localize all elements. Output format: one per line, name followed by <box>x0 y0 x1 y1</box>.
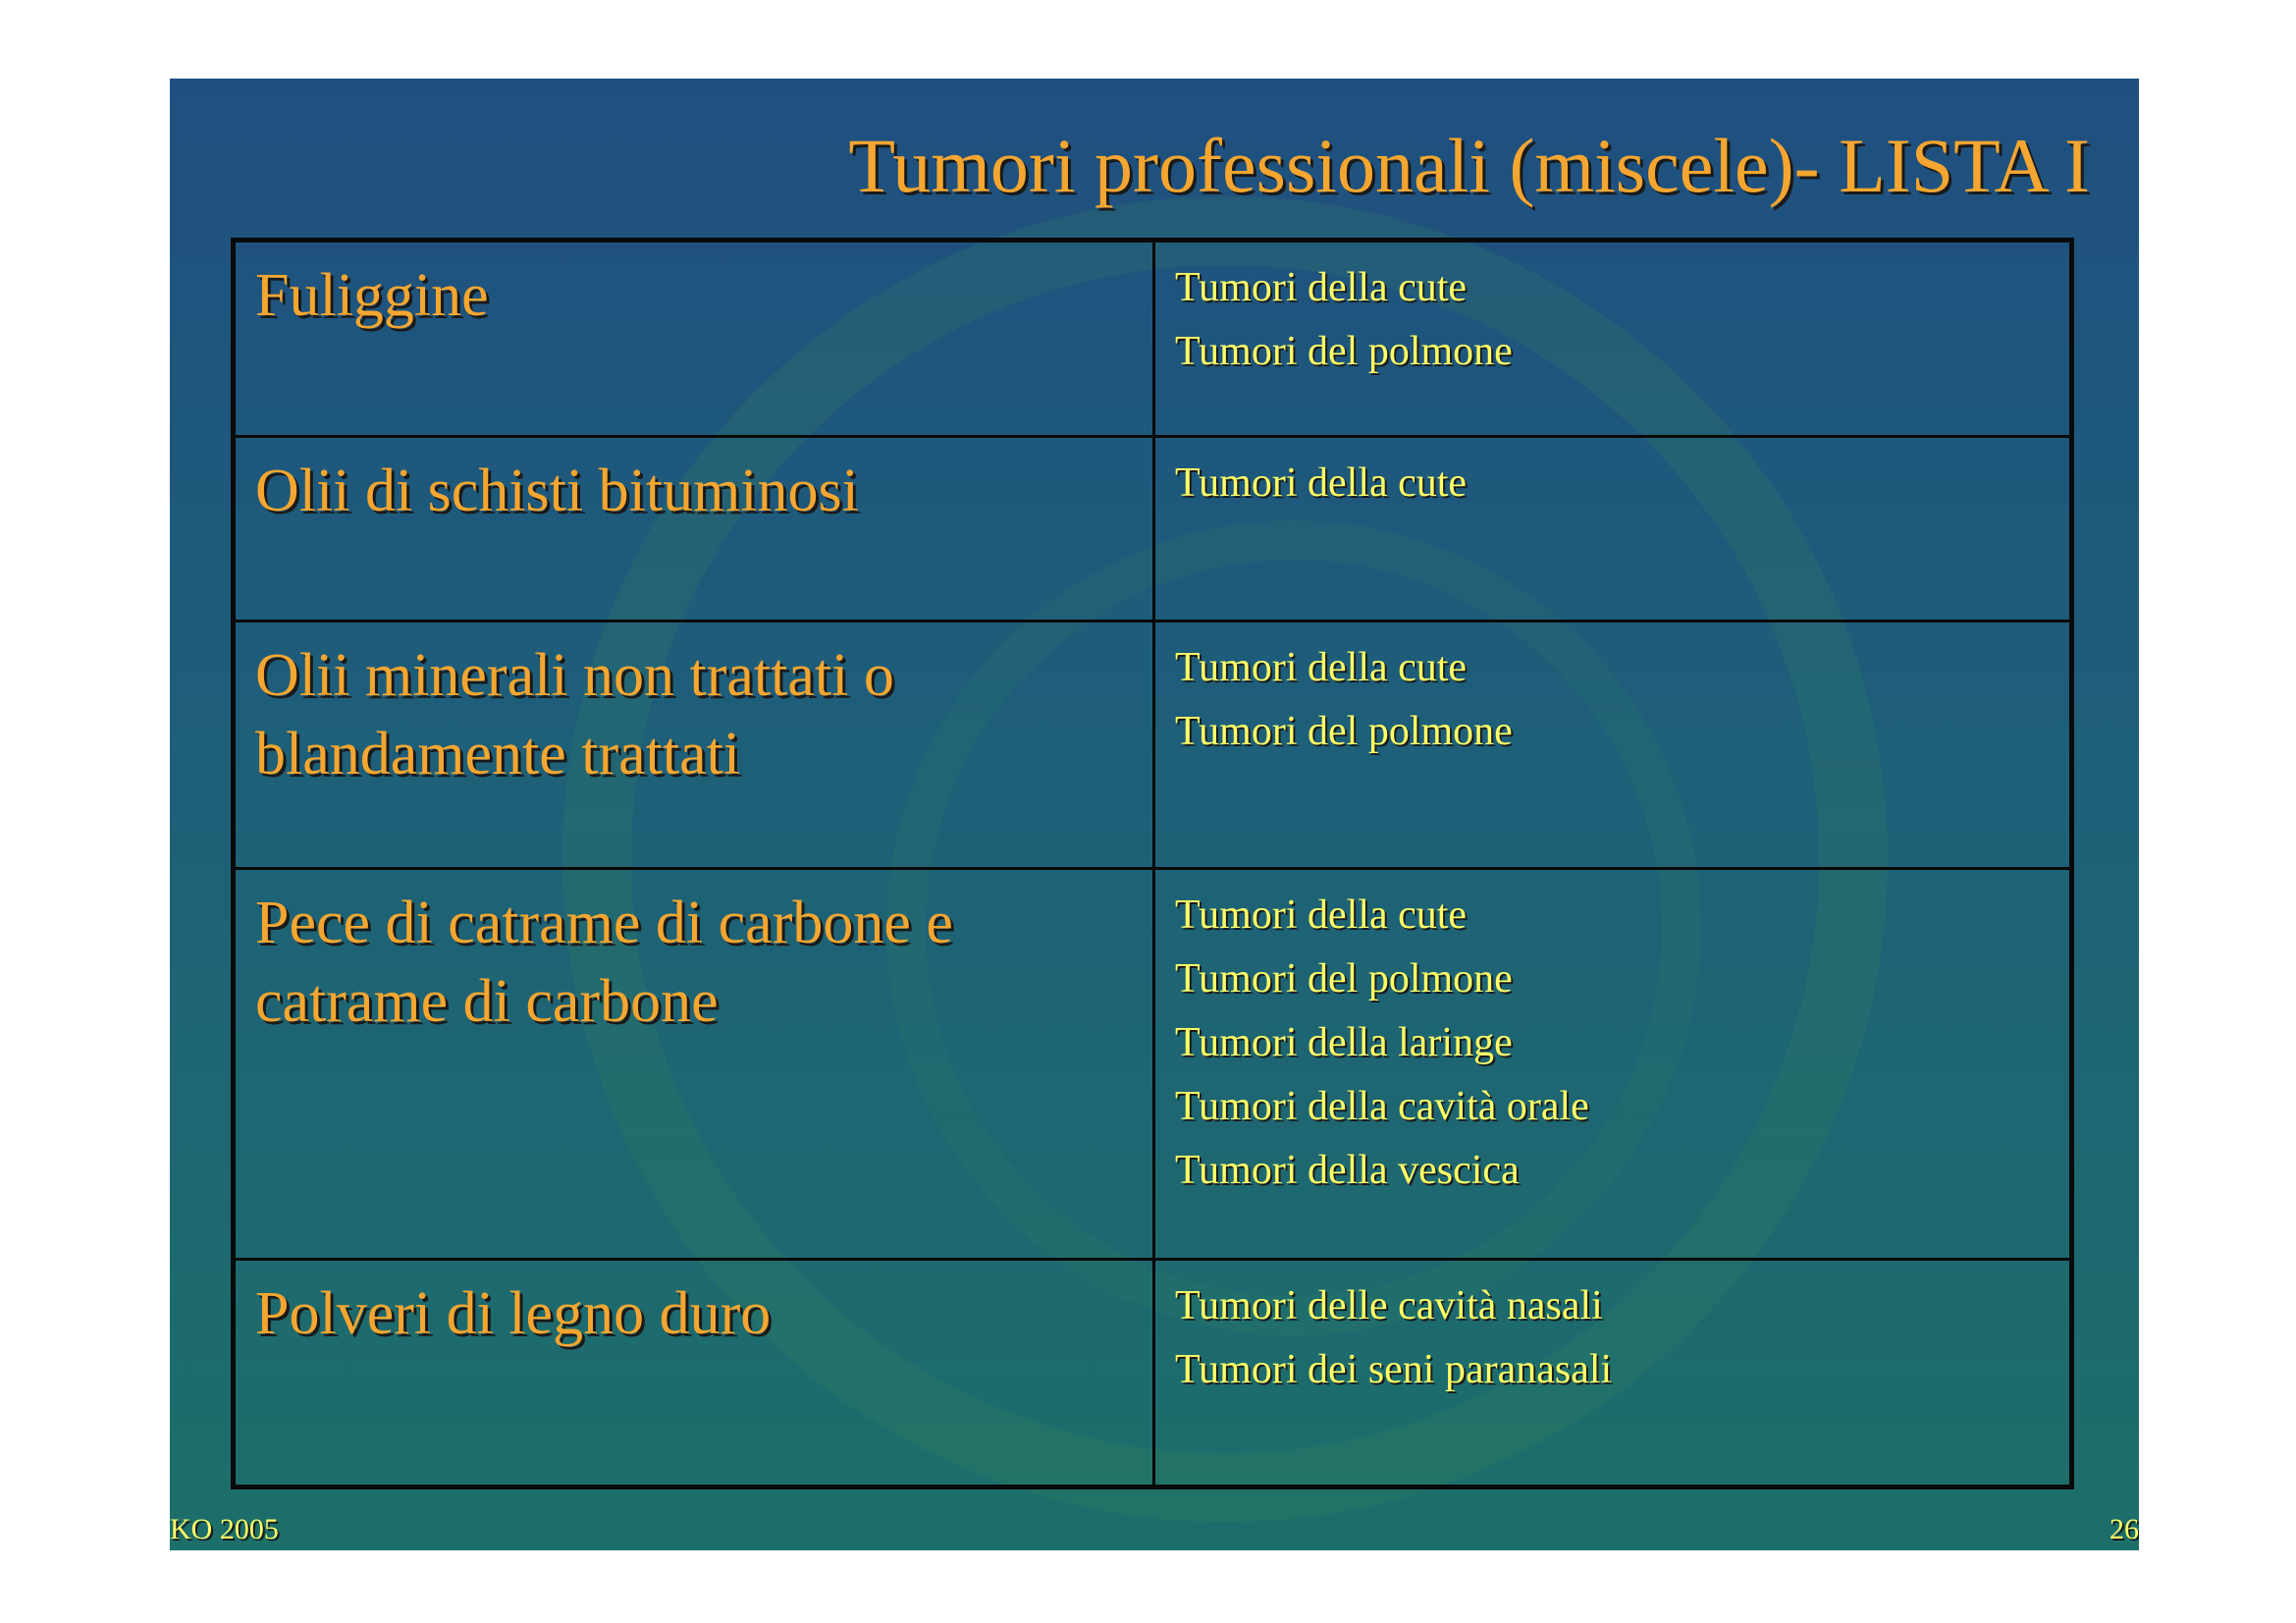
substance-name: Fuliggine <box>255 262 489 329</box>
substance-name: Pece di catrame di carbone e catrame di carbone <box>255 890 953 1035</box>
tumors-cell <box>1154 622 2072 869</box>
page-number: 26 <box>2109 1513 2139 1545</box>
tumor-item: Tumori della laringe <box>1175 1020 1513 1065</box>
tumor-item: Tumori della cavità orale <box>1175 1084 1589 1129</box>
tumor-item: Tumori della cute <box>1175 645 1468 690</box>
substance-cell <box>234 437 1154 622</box>
table-row <box>234 622 2072 869</box>
substance-name: Polveri di legno duro <box>255 1280 772 1347</box>
tumor-item: Tumori dei seni paranasali <box>1175 1347 1613 1392</box>
table-row <box>234 869 2072 1260</box>
tumor-item: Tumori delle cavità nasali <box>1175 1283 1603 1328</box>
slide <box>170 79 2139 1550</box>
substance-cell <box>234 1260 1154 1488</box>
table-row <box>234 1260 2072 1488</box>
substance-name: Olii di schisti bituminosi <box>255 458 859 524</box>
tumor-item: Tumori della cute <box>1175 460 1468 506</box>
table-row <box>234 437 2072 622</box>
slide-title: Tumori professionali (miscele)- LISTA I <box>848 123 2090 208</box>
tumors-cell <box>1154 437 2072 622</box>
tumor-item: Tumori della cute <box>1175 893 1468 938</box>
substance-cell <box>234 241 1154 437</box>
carcinogen-table <box>231 238 2074 1489</box>
tumors-cell <box>1154 869 2072 1260</box>
tumor-item: Tumori del polmone <box>1175 709 1513 754</box>
tumor-item: Tumori del polmone <box>1175 956 1513 1001</box>
substance-cell <box>234 869 1154 1260</box>
tumor-item: Tumori della vescica <box>1175 1148 1520 1193</box>
table-row <box>234 241 2072 437</box>
tumor-item: Tumori del polmone <box>1175 329 1513 374</box>
footer-label: KO 2005 <box>170 1513 279 1545</box>
substance-name: Olii minerali non trattati o blandamente trattati <box>255 642 894 787</box>
tumors-cell <box>1154 241 2072 437</box>
tumor-item: Tumori della cute <box>1175 265 1468 310</box>
tumors-cell <box>1154 1260 2072 1488</box>
substance-cell <box>234 622 1154 869</box>
